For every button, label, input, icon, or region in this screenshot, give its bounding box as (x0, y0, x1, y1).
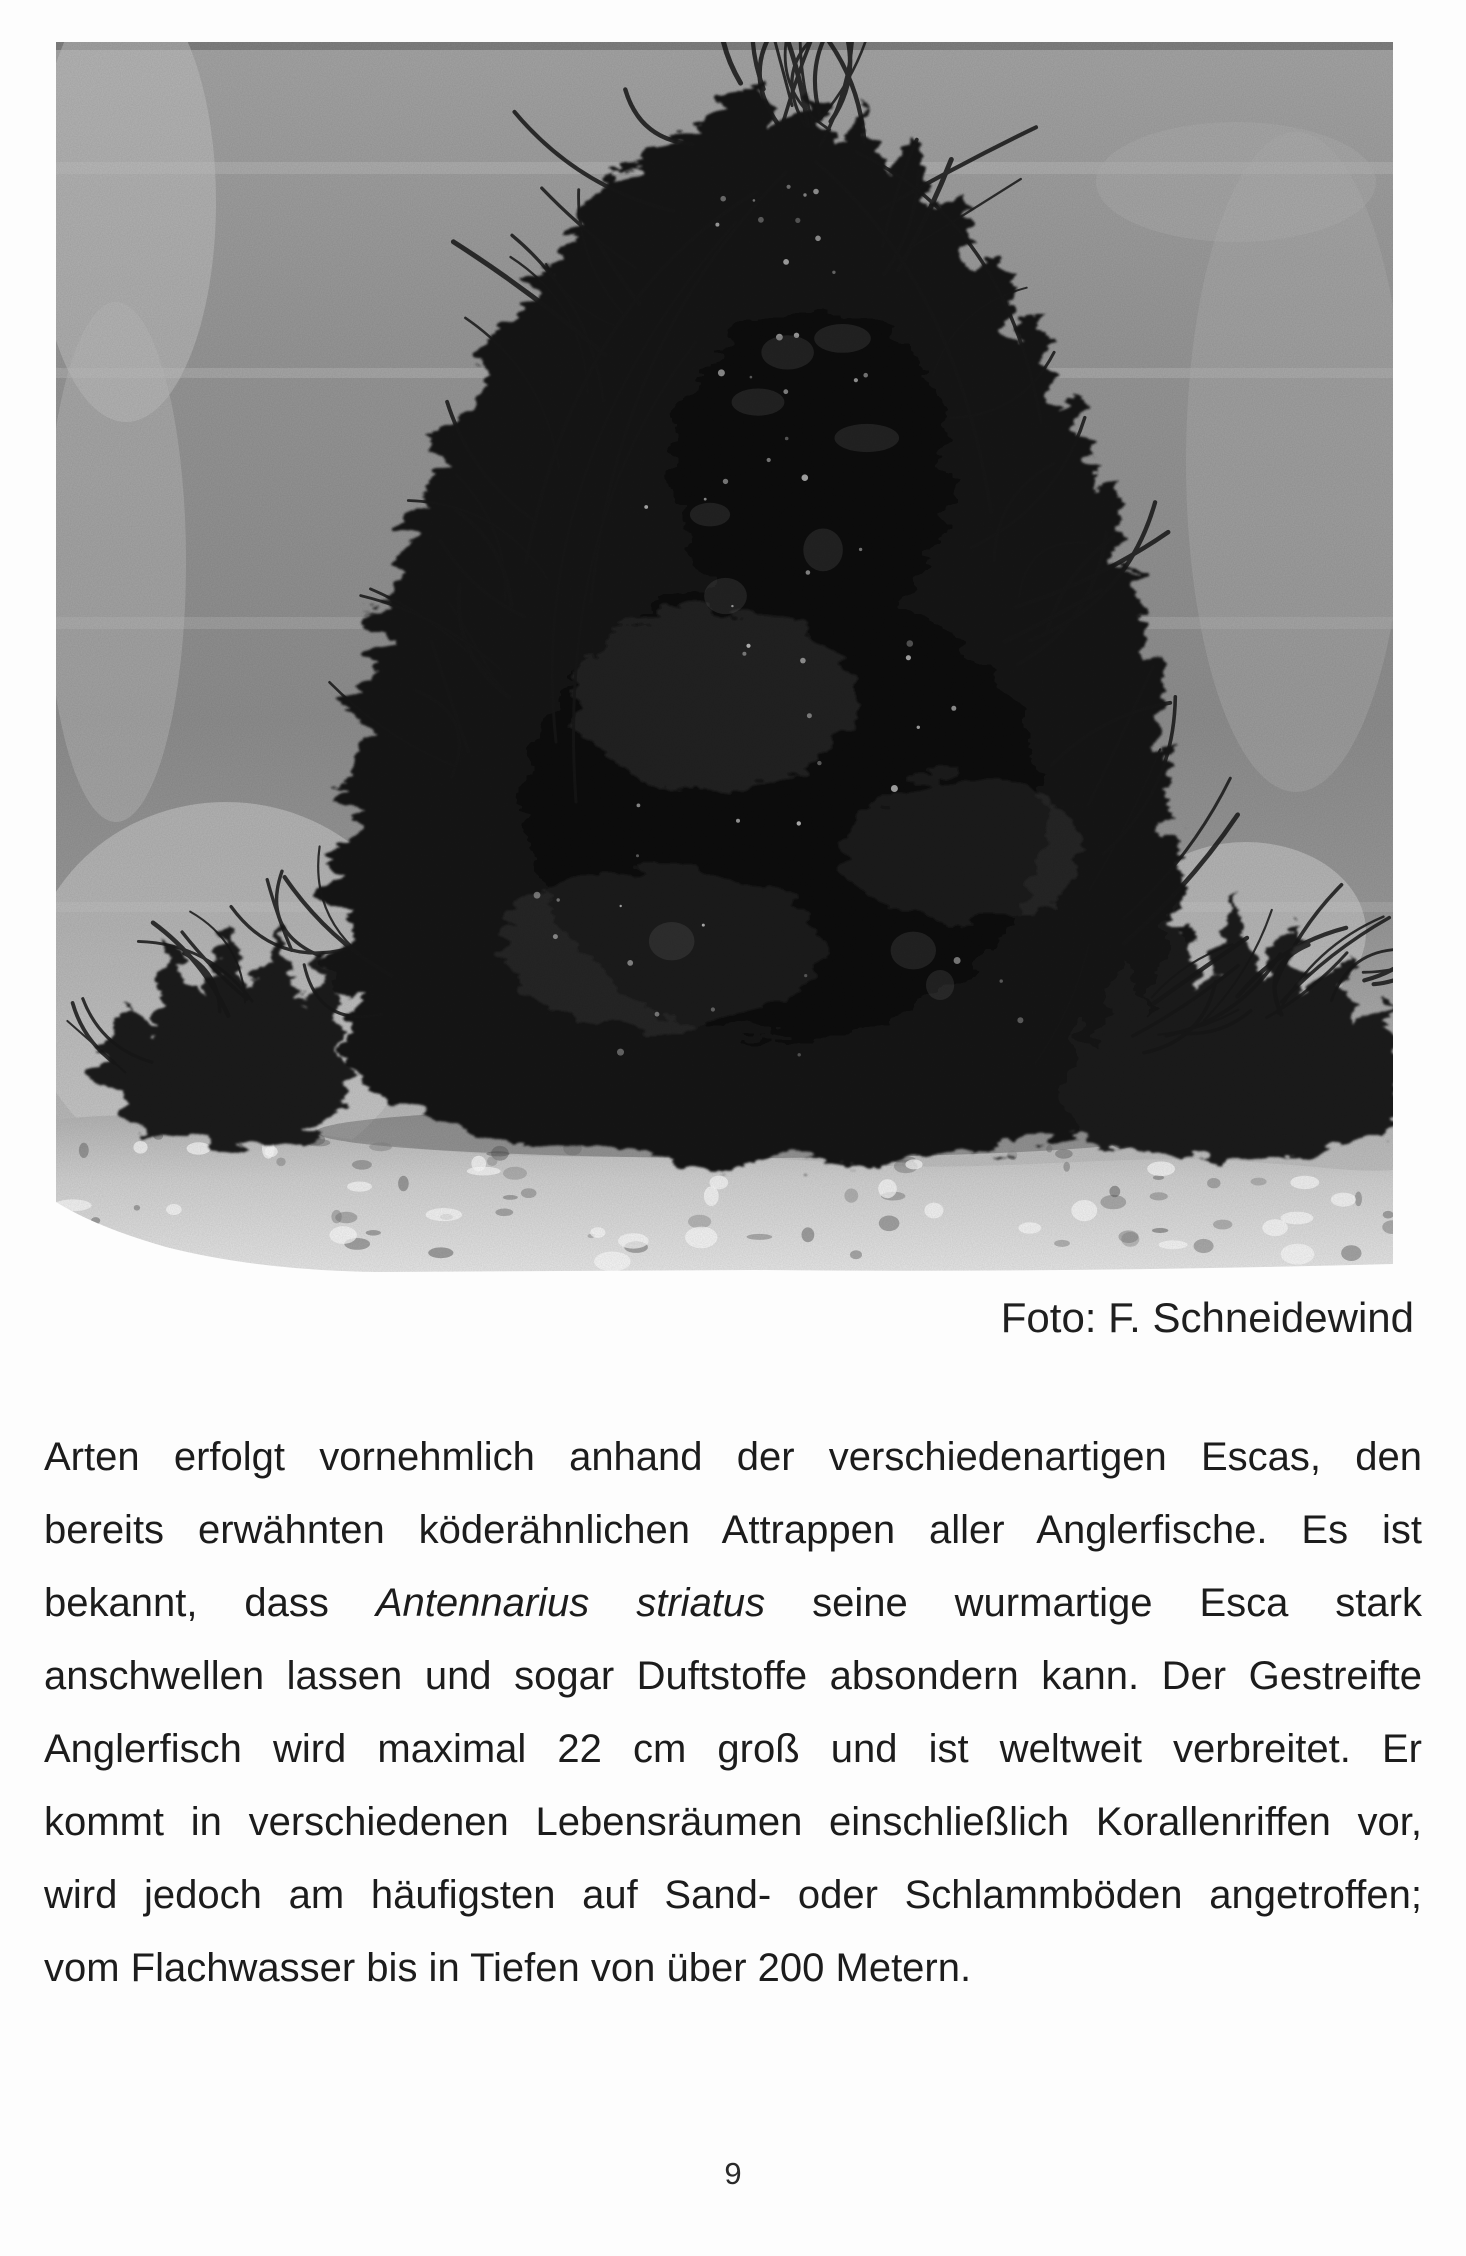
frogfish-photo (56, 42, 1393, 1275)
frogfish-photo-image (56, 42, 1393, 1275)
text-line: vom Flachwasser bis in Tiefen von über 200 Metern. (44, 1946, 972, 1990)
text-line: kommt in verschiedenen Lebensräumen einschließlich Korallenriffen vor, (44, 1800, 1422, 1844)
body-paragraph (44, 1421, 1422, 2005)
photo-credit: Foto: F. Schneidewind (1000, 1294, 1414, 1341)
text-line: anschwellen lassen und sogar Duftstoffe absondern kann. Der Gestreifte (44, 1654, 1422, 1698)
text-line: Arten erfolgt vornehmlich anhand der verschiedenartigen Escas, den (44, 1435, 1422, 1479)
text-line: wird jedoch am häufigsten auf Sand- oder Schlammböden angetroffen; (44, 1873, 1422, 1917)
text-line: bereits erwähnten köderähnlichen Attrappen aller Anglerfische. Es ist (44, 1508, 1422, 1552)
page-number: 9 (724, 2156, 742, 2191)
text-line: Anglerfisch wird maximal 22 cm groß und ist weltweit verbreitet. Er (44, 1727, 1422, 1771)
text-line: bekannt, dass Antennarius striatus seine wurmartige Esca stark (44, 1581, 1422, 1625)
